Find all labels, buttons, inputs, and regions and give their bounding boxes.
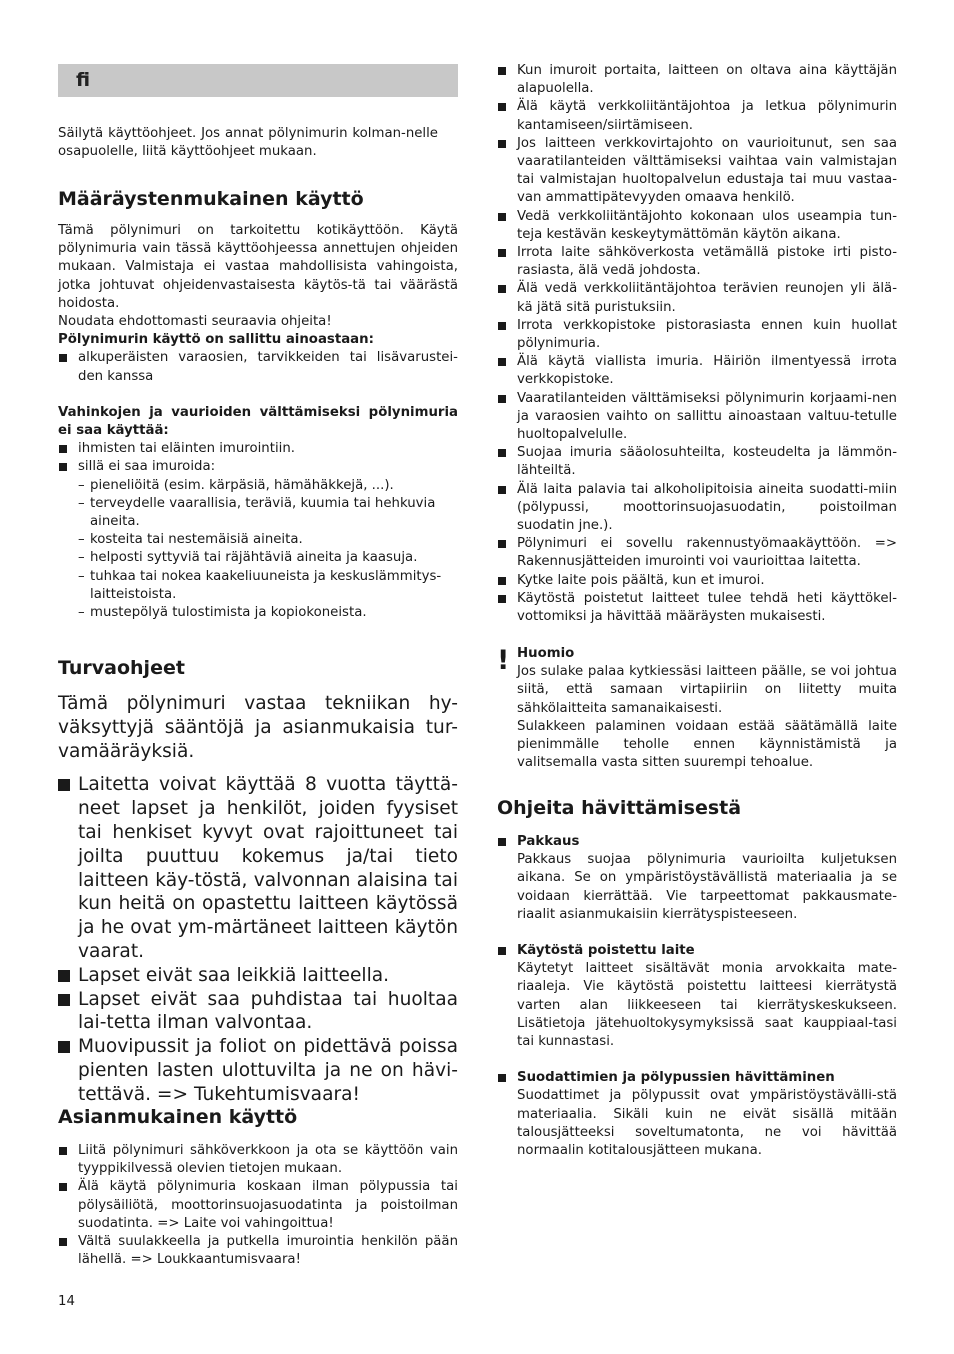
- dash-list: [58, 477, 458, 623]
- section-title-proper-use: Asianmukainen käyttö: [58, 1106, 298, 1128]
- list-item: Vältä suulakkeella ja putkella imurointia henkilön pään lähellä. => Loukkaantumisvaara!: [58, 1233, 458, 1269]
- allowed-list: [58, 349, 458, 385]
- intended-use-block: [58, 222, 458, 622]
- intro-text: Säilytä käyttöohjeet. Jos annat pölynimurin kolman-nelle osapuolelle, liitä käyttöohjeet mukaan.: [58, 126, 438, 160]
- list-item: – mustepölyä tulostimista ja kopiokoneista.: [78, 604, 458, 622]
- list-item: Jos laitteen verkkovirtajohto on vaurioitunut, sen saa vaaratilanteiden välttämiseksi vaihtaa vain valmistajan tai valmistajan huoltopalvelun edustaja tai muu vastaa-van ammattipätevyyden omaava henkilö.: [497, 135, 897, 208]
- proper-use-list: [58, 1142, 458, 1269]
- disposal-item-title: Pakkaus: [517, 834, 580, 849]
- list-item: – terveydelle vaarallisia, teräviä, kuumia tai hehkuvia aineita.: [78, 495, 458, 531]
- language-tab: fi: [58, 64, 458, 97]
- exclamation-icon: !: [497, 645, 510, 676]
- list-item: Älä käytä verkkoliitäntäjohtoa ja letkua pölynimurin kantamiseen/siirtämiseen.: [497, 98, 897, 134]
- disposal-item-text: Suodattimet ja pölypussit ovat ympäristöystävälli-stä materiaalia. Sikäli kuin ne eivät sisällä mitään talousjätteeksi soveltumatonta, ne voi hävittää normaalin kotitalousjätteen mukana.: [517, 1088, 897, 1159]
- note-text-2: Sulakkeen palaminen voidaan estää säätämällä laite pienimmälle teholle ennen käynnistämistä ja valitsemalla vasta sitten suurempi tehoalue.: [517, 718, 897, 771]
- list-item: Lapset eivät saa leikkiä laitteella.: [58, 964, 458, 988]
- list-item: Älä käytä viallista imuria. Häiriön ilmentyessä irrota verkkopistoke.: [497, 353, 897, 389]
- list-item: Kun imuroit portaita, laitteen on oltava aina käyttäjän alapuolella.: [497, 62, 897, 98]
- list-item: alkuperäisten varaosien, tarvikkeiden tai lisävarustei-den kanssa: [58, 349, 458, 385]
- list-item: Pölynimuri ei sovellu rakennustyömaakäyttöön. => Rakennusjätteiden imurointi voi vaurioittaa laitetta.: [497, 535, 897, 571]
- list-item: – pieneliöitä (esim. kärpäsiä, hämähäkkejä, ...).: [78, 477, 458, 495]
- list-item: ihmisten tai eläinten imurointiin.: [58, 440, 458, 458]
- section-title-intended-use: Määräystenmukainen käyttö: [58, 188, 364, 210]
- list-item: Käytöstä poistetut laitteet tulee tehdä heti käyttökel-vottomiksi ja hävittää määräysten mukaisesti.: [497, 590, 897, 626]
- damage-title: Vahinkojen ja vaurioiden välttämiseksi pölynimuria ei saa käyttää:: [58, 404, 458, 439]
- disposal-item-title: Käytöstä poistettu laite: [517, 943, 695, 959]
- list-item: Kytke laite pois päältä, kun et imuroi.: [497, 572, 897, 590]
- disposal-list: [497, 833, 897, 1160]
- intended-use-paragraph: Tämä pölynimuri on tarkoitettu kotikäyttöön. Käytä pölynimuria vain tässä käyttöohjeessa annettujen ohjeiden mukaan. Valmistaja ei vastaa mahdollisista vahingoista, jotka johtuvat ohjeidenvastaisesta käytös-tä tai väärästä hoidosta.: [58, 223, 458, 311]
- section-title-disposal: Ohjeita hävittämisestä: [497, 797, 742, 819]
- page-number: 14: [58, 1294, 75, 1309]
- list-item: Liitä pölynimuri sähköverkkoon ja ota se käyttöön vain tyyppikilvessä olevien tietojen mukaan.: [58, 1142, 458, 1178]
- section-title-safety: Turvaohjeet: [58, 657, 185, 679]
- list-item: Irrota verkkopistoke pistorasiasta ennen kuin huollat pölynimuria.: [497, 317, 897, 353]
- list-item: sillä ei saa imuroida:: [58, 458, 458, 476]
- list-item: Muovipussit ja foliot on pidettävä poissa pienten lasten ulottuvilta ja ne on hävi-tettävä. => Tukehtumisvaara!: [58, 1035, 458, 1106]
- disposal-item: [497, 833, 897, 924]
- damage-list: [58, 440, 458, 476]
- list-item: Älä laita palavia tai alkoholipitoisia aineita suodatti-miin (pölypussi, moottorinsuojasuodatin, poistoilman suodatin jne.).: [497, 481, 897, 536]
- list-item: Vedä verkkoliitäntäjohto kokonaan ulos useampia tun-teja kestävän keskeytymättömän käytön aikana.: [497, 208, 897, 244]
- list-item: – kosteita tai nestemäisiä aineita.: [78, 531, 458, 549]
- safety-block: [58, 692, 458, 1107]
- list-item: Älä käytä pölynimuria koskaan ilman pölypussia tai pölysäiliötä, moottorinsuojasuodatinta ja poistoilman suodatinta. => Laite voi vahingoittua!: [58, 1178, 458, 1233]
- disposal-item-title: Suodattimien ja pölypussien hävittäminen: [517, 1070, 835, 1086]
- list-item: – helposti syttyviä tai räjähtäviä aineita ja kaasuja.: [78, 549, 458, 567]
- disposal-item-text: Käytetyt laitteet sisältävät monia arvokkaita mate-riaaleja. Vie käytöstä poistettu laitteesi kierrätystä varten alan liikkeeseen tai kierrätyskeskukseen. Lisätietoja jätehuoltokysymyksissä saat kauppiaal-tasi tai kunnastasi.: [517, 961, 897, 1050]
- safety-list: [58, 773, 458, 1106]
- follow-instructions: Noudata ehdottomasti seuraavia ohjeita!: [58, 314, 332, 330]
- list-item: – tuhkaa tai nokea kaakeliuuneista ja keskuslämmitys-laitteistoista.: [78, 568, 458, 604]
- list-item: Suojaa imuria sääolosuhteilta, kosteudelta ja lämmön-lähteiltä.: [497, 444, 897, 480]
- allowed-title: Pölynimurin käyttö on sallittu ainoastaan:: [58, 332, 374, 348]
- list-item: Lapset eivät saa puhdistaa tai huoltaa lai-tetta ilman valvontaa.: [58, 988, 458, 1036]
- list-item: Laitetta voivat käyttää 8 vuotta täyttä-neet lapset ja henkilöt, joiden fyysiset tai henkiset kyvyt ovat rajoittuneet tai joilta puuttuu kokemus ja/tai tieto laitteen käy-töstä, valvonnan alaisina tai kun heitä on opastettu laitteen käytössä ja he ovat ym-märtäneet laitteen käytön vaarat.: [58, 773, 458, 963]
- disposal-item-text: Pakkaus suojaa pölynimuria vaurioilta kuljetuksen aikana. Se on ympäristöystävällistä materiaalia ja se voidaan kierrättää. Vie tarpeettomat pakkausmate-riaalit asianmukaisiin kierrätyspisteeseen.: [517, 852, 897, 922]
- list-item: Irrota laite sähköverkosta vetämällä pistoke irti pisto-rasiasta, älä vedä johdosta.: [497, 244, 897, 280]
- safety-paragraph: Tämä pölynimuri vastaa tekniikan hy-väksyttyjä sääntöjä ja asianmukaisia tur-vamääräyksiä.: [58, 693, 458, 762]
- safety-list-continued: [497, 62, 897, 626]
- note-text: Jos sulake palaa kytkiessäsi laitteen päälle, se voi johtua siitä, että samaan virtapiiriin on liitetty muita sähkölaitteita samanaikaisesti.: [517, 664, 897, 716]
- disposal-item: [497, 942, 897, 1051]
- note-box: [497, 645, 897, 772]
- list-item: Vaaratilanteiden välttämiseksi pölynimurin korjaami-nen ja varaosien vaihto on sallittu ainoastaan valtuu-tetulle huoltopalvelulle.: [497, 390, 897, 445]
- disposal-item: [497, 1069, 897, 1160]
- list-item: Älä vedä verkkoliitäntäjohtoa terävien reunojen yli älä-kä jätä sitä puristuksiin.: [497, 280, 897, 316]
- note-title: Huomio: [517, 646, 575, 661]
